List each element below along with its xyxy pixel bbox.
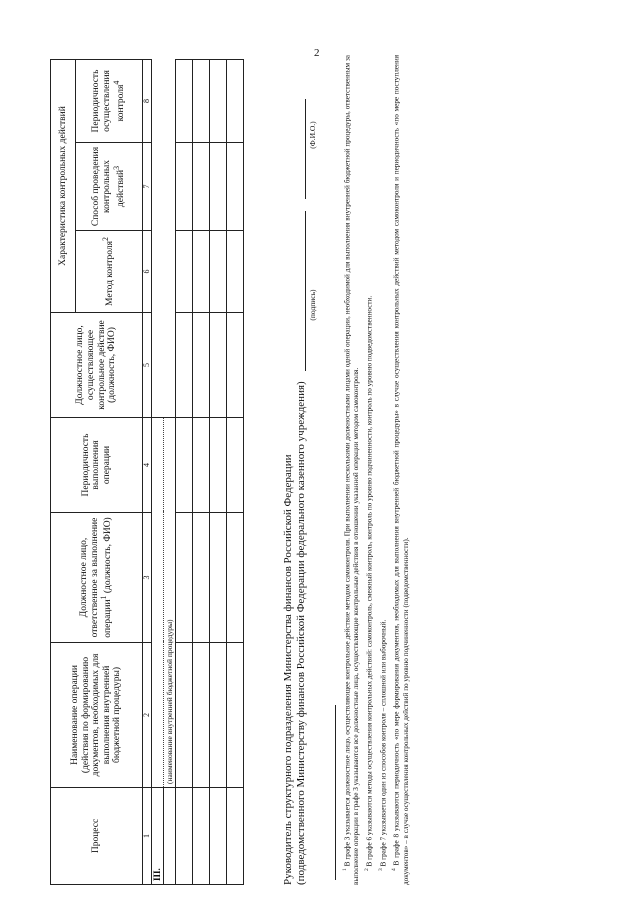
signature-block [282, 60, 318, 885]
column-number: 4 [143, 418, 152, 513]
column-number: 2 [143, 643, 152, 788]
section-name-cell [152, 418, 164, 788]
column-header-8: Периодичность осуществления контроля$^4$ [76, 60, 143, 143]
footnote-1: $^1$ В графе 3 указывается должностное лицо, осуществляющее контрольное действие методом самоконтроля. При выполнении несколькими должностными лицами одной операции, необходимой для выполнения внутренней бюджетной процедуры, ответственным за выполнение операции в графе 3 указываются все должностные лица, осуществляющие контрольные действия в отношении указанной операции методом самоконтроля. [342, 54, 361, 885]
footnote-2: $^2$ В графе 6 указываются методы осуществления контрольных действий: самоконтроль, смежный контроль, контроль по уровню подчиненности, контроль по уровню подведомственности. [364, 295, 374, 871]
footnote-separator [335, 705, 336, 880]
signature-caption: (подпись) [308, 289, 318, 321]
footnote-3: $^3$ В графе 7 указывается один из способов контроля – сплошной или выборочный. [377, 619, 388, 871]
column-header-1: Процесс [51, 788, 143, 885]
column-numbers-row [143, 60, 152, 885]
name-line [305, 99, 306, 199]
column-number: 8 [143, 60, 152, 143]
section-row [152, 60, 164, 885]
column-header-7: Способ проведения контрольных действий$^3$ [76, 143, 143, 231]
footnotes [342, 55, 414, 885]
column-number: 3 [143, 513, 152, 643]
section-caption: (наименование внутренней бюджетной процедуры) [164, 418, 176, 788]
rotated-page-content [50, 45, 470, 885]
table-header-row [51, 60, 76, 885]
signature-line [305, 211, 306, 371]
section-caption-row [164, 60, 176, 885]
footnote-4: $^4$ В графе 8 указываются периодичность «по мере формирования документов, необходимых для выполнения внутренней бюджетной процедуры» в случае осуществления контрольных действий методом самоконтроля и периодичность «по мере поступления документов» – в случае осуществления контрольных действий по уровню подчиненности (подведомственности). [391, 55, 410, 885]
column-number: 7 [143, 143, 152, 231]
signatory-title-line2: (подведомственного Министерству финансов Российской Федерации федерального казенного учреждения) [295, 381, 308, 885]
column-number: 5 [143, 313, 152, 418]
control-actions-table [50, 59, 244, 885]
column-header-5: Должностное лицо, осуществляющее контрольное действие (должность, ФИО) [51, 313, 143, 418]
table-row [193, 60, 210, 885]
column-number: 6 [143, 231, 152, 313]
column-header-6: Метод контроля$^2$ [76, 231, 143, 313]
signatory-title-line1: Руководитель структурного подразделения Министерства финансов Российской Федерации [282, 454, 294, 885]
column-header-4: Периодичность выполнения операции [51, 418, 143, 513]
group-header-control-characteristics: Характеристика контрольных действий [51, 60, 76, 313]
column-header-2: Наименование операции (действия по формированию документов, необходимых для выполнения внутренней бюджетной процедуры) [51, 643, 143, 788]
page-number: 2 [314, 47, 320, 59]
section-number: III. [152, 788, 164, 885]
column-header-3: Должностное лицо, ответственное за выполнение операции$^1$ (должность, ФИО) [51, 513, 143, 643]
table-row [176, 60, 193, 885]
name-caption: (Ф.И.О.) [308, 121, 318, 149]
column-number: 1 [143, 788, 152, 885]
table-row [210, 60, 227, 885]
table-row [227, 60, 244, 885]
